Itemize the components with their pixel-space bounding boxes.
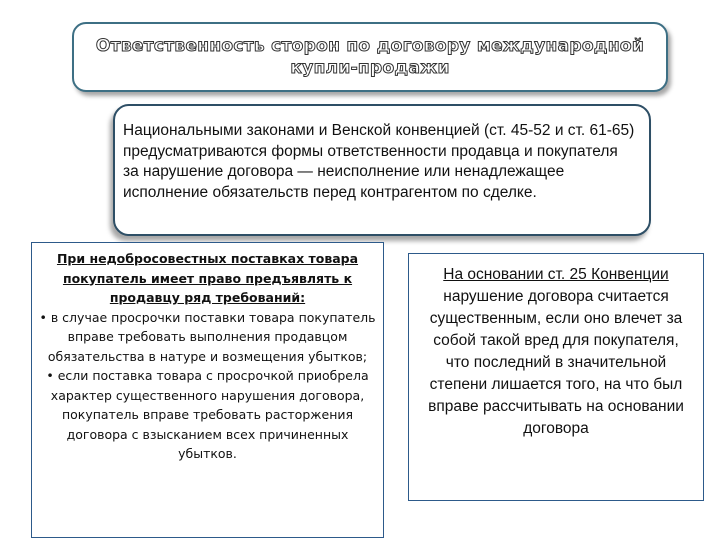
buyer-claims-bullet-delay: • в случае просрочки поставки товара покупатель вправе требовать выполнения продавцом обязательства в натуре и возмещения убытков; [39,309,376,364]
convention-reference: На основании ст. 25 Конвенции [443,266,669,283]
buyer-claims-heading: При недобросовестных поставках товара покупатель имеет право предъявлять к продавцу ряд требований: [56,251,359,305]
page-title: Ответственность сторон по договору международной купли-продажи [95,36,645,78]
material-breach-text [423,264,689,440]
buyer-claims-box [31,242,384,538]
buyer-claims-bullet-termination: • если поставка товара с просрочкой приобрела характер существенного нарушения договора, покупатель вправе требовать расторжения договора с взысканием всех причиненных убытков. [46,368,369,461]
title-box [72,22,668,92]
intro-text: Национальными законами и Венской конвенцией (ст. 45-52 и ст. 61-65) предусматриваются формы ответственности продавца и покупателя за нарушение договора — неисполнение или ненадлежащее исполнение обязательств перед контрагентом по сделке. [123,122,635,201]
intro-box [113,104,651,236]
material-breach-box [408,253,704,501]
material-breach-definition: нарушение договора считается существенным, если оно влечет за собой такой вред для покупателя, что последний в значительной степени лишается того, на что был вправе рассчитывать на основании договора [428,288,684,437]
